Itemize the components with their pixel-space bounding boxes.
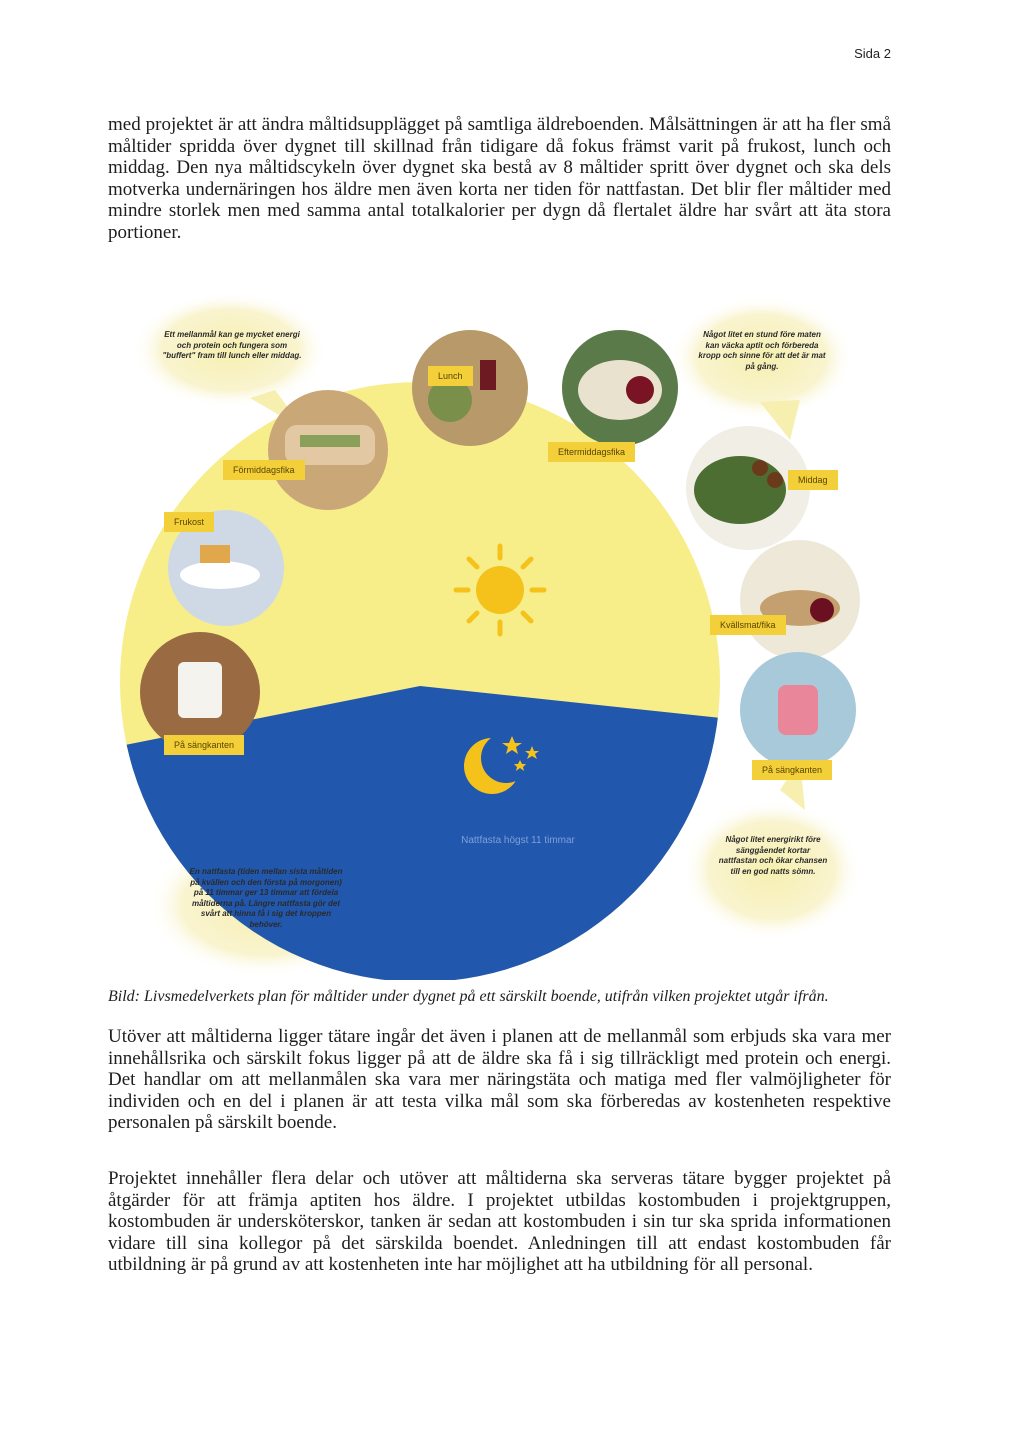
food-photo-formiddagsfika [268,390,388,510]
food-photo-sangkanten-right [740,652,856,768]
label-eftermiddagsfika: Eftermiddagsfika [548,442,635,462]
meal-cycle-illustration [100,290,900,980]
label-sangkanten-left: På sängkanten [164,735,244,755]
food-photo-lunch [412,330,528,446]
food-photo-eftermiddagsfika [562,330,678,446]
figure-caption: Bild: Livsmedelverkets plan för måltider under dygnet på ett särskilt boende, utifrån vilken projektet utgår ifrån. [108,988,829,1005]
label-sangkanten-right: På sängkanten [752,760,832,780]
food-photo-kvallsmat [740,540,860,660]
bubble-fore-sang: Något litet energirikt före sänggåendet kortar nattfastan och ökar chansen till en god natts sömn. [718,835,828,876]
bubble-nattfasta: En nattfasta (tiden mellan sista måltiden på kvällen och den första på morgonen) på 11 timmar ger 13 timmar att fördela måltiderna på. Längre nattfasta gör det svårt att hinna få i sig det kroppen behöver. [189,867,343,929]
paragraph-project: Projektet innehåller flera delar och utöver att måltiderna ska serveras tätare bygger projektet på åtgärder för att främja aptiten hos äldre. I projektet utbildas kostombuden i projektgruppen, kostombuden är undersköterskor, tanken är sedan att kostombuden i sin tur ska sprida informationen vidare till sina kollegor på det särskilda boendet. Anledningen till att endast kostombuden får utbildning är på grund av att kostenheten inte har möjlighet att ha utbildning för all personal. [108,1168,891,1275]
label-formiddagsfika: Förmiddagsfika [223,460,305,480]
bubble-fore-maten: Något litet en stund före maten kan väcka aptit och förbereda kropp och sinne för att det är mat på gång. [698,330,826,371]
label-middag: Middag [788,470,838,490]
label-kvallsmat: Kvällsmat/fika [710,615,786,635]
bubble-mellanmal: Ett mellanmål kan ge mycket energi och protein och fungera som "buffert" fram till lunch eller middag. [162,330,302,360]
sun-icon [456,546,544,634]
page-number: Sida 2 [854,46,891,61]
night-fast-text: Nattfasta högst 11 timmar [461,835,575,846]
paragraph-intro: med projektet är att ändra måltidsupplägget på samtliga äldreboenden. Målsättningen är att ha fler små måltider spridda över dygnet till skillnad från tidigare då fokus främst varit på frukost, lunch och middag. Den nya måltidscykeln över dygnet ska bestå av 8 måltider spritt över dygnet och ska dels motverka undernäringen hos äldre men även korta ner tiden för nattfastan. Det blir fler måltider med mindre storlek men med samma antal totalkalorier per dygn då flertalet äldre har svårt att äta stora portioner. [108,114,891,243]
label-lunch: Lunch [428,366,473,386]
label-frukost: Frukost [164,512,214,532]
food-photo-sangkanten-left [140,632,260,752]
paragraph-snacks: Utöver att måltiderna ligger tätare ingår det även i planen att de mellanmål som erbjuds ska vara mer innehållsrika och särskilt fokus ligger på att de äldre ska få i sig tillräckligt med protein och energi. Det handlar om att mellanmålen ska vara mer näringstäta och matiga med fler valmöjligheter för individen och en del i planen är att testa vilka mål som ska förberedas av kostenheten respektive personalen på särskilt boende. [108,1026,891,1133]
